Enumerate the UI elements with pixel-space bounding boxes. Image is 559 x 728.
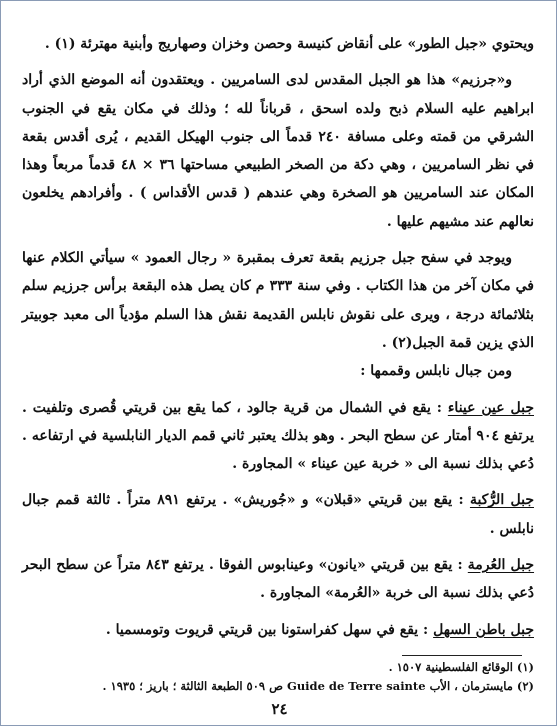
entry-baten-alsahel [22, 616, 534, 644]
entry-ein-einaa [22, 394, 534, 479]
paragraph-4: ومن جبال نابلس وقممها : [360, 363, 512, 380]
footnotes [22, 658, 534, 696]
paragraph-1: ويحتوي «جبل الطور» على أنقاض كنيسة وحصن وخزان وصهاريج وأبنية مهترئة (١) . [44, 36, 534, 52]
entry-term: جبل العُرمة [467, 557, 535, 574]
footnote-2: (٢) مايسترمان ، الأب Guide de Terre sainte ص ٥٠٩ الطبعة الثالثة ؛ باريز ؛ ١٩٣٥ . [102, 679, 534, 693]
paragraph-2: و«جرزيم» هذا هو الجبل المقدس لدى السامريين . ويعتقدون أنه الموضع الذي أراد ابراهيم عليه السلام ذبح ولده اسحق ، قرباناً لله ؛ وذلك في مكان يقع في الجنوب الشرقي من قمته وعلى مسافة ٢٤٠ قدماً الى جنوب الهيكل القديم ، يُرى أقدس بقعة في نظر السامريين ، وهي دكة من الصخر الطبيعي مساحتها ٣٦ × ٤٨ قدماً مربعاً وهذا المكان عند السامريين هو الصخرة وهي عندهم ( قدس الأقداس ) . وأفرادهم يخلعون نعالهم عند مشيهم عليها . [22, 72, 535, 230]
entry-rukba [22, 486, 534, 543]
footnote-rule [402, 655, 522, 656]
entry-urma [22, 551, 534, 608]
entry-term: جبل عين عيناء [447, 399, 534, 416]
entry-term: جبل الرُّكبة [469, 492, 534, 509]
entry-text: : يقع في الشمال من قرية جالود ، كما يقع بين قريتي قُصرى وتلفيت . يرتفع ٩٠٤ أمتار عن سطح البحر . وهو بذلك يعتبر ثاني قمم الديار النابلسية في ارتفاعه . دُعي بذلك نسبة الى « خربة عين عيناء » المجاورة . [22, 399, 534, 473]
footnote-1: (١) الوقائع الفلسطينية ١٥٠٧ . [388, 660, 534, 674]
page-body [22, 30, 534, 644]
entry-text: : يقع بين قريتي «قبلان» و «جُوريش» . يرتفع ٨٩١ متراً . ثالثة قمم جبال نابلس . [22, 492, 534, 537]
paragraph-3: ويوجد في سفح جبل جرزيم بقعة تعرف بمقبرة « رجال العمود » سيأتي الكلام عنها في مكان آخر من هذا الكتاب . وفي سنة ٣٣٣ م كان يصل هذه البقعة برأس جرزيم سلم بثلاثمائة درجة ، ويرى على نقوش نابلس القديمة نقش هذا السلم مؤدياً الى معبد جوبيتر الذي يزين قمة الجبل(٢) . [22, 250, 535, 351]
entry-text: : يقع في سهل كفراستونا بين قريتي قريوت وتومسميا . [105, 621, 429, 638]
entry-term: جبل باطن السهل [433, 621, 534, 638]
entry-text: : يقع بين قريتي «يانون» وعينابوس الفوقا . يرتفع ٨٤٣ متراً عن سطح البحر دُعي بذلك نسبة الى خربة «العُرمة» المجاورة . [22, 557, 534, 602]
page-number: ٢٤ [271, 700, 288, 718]
